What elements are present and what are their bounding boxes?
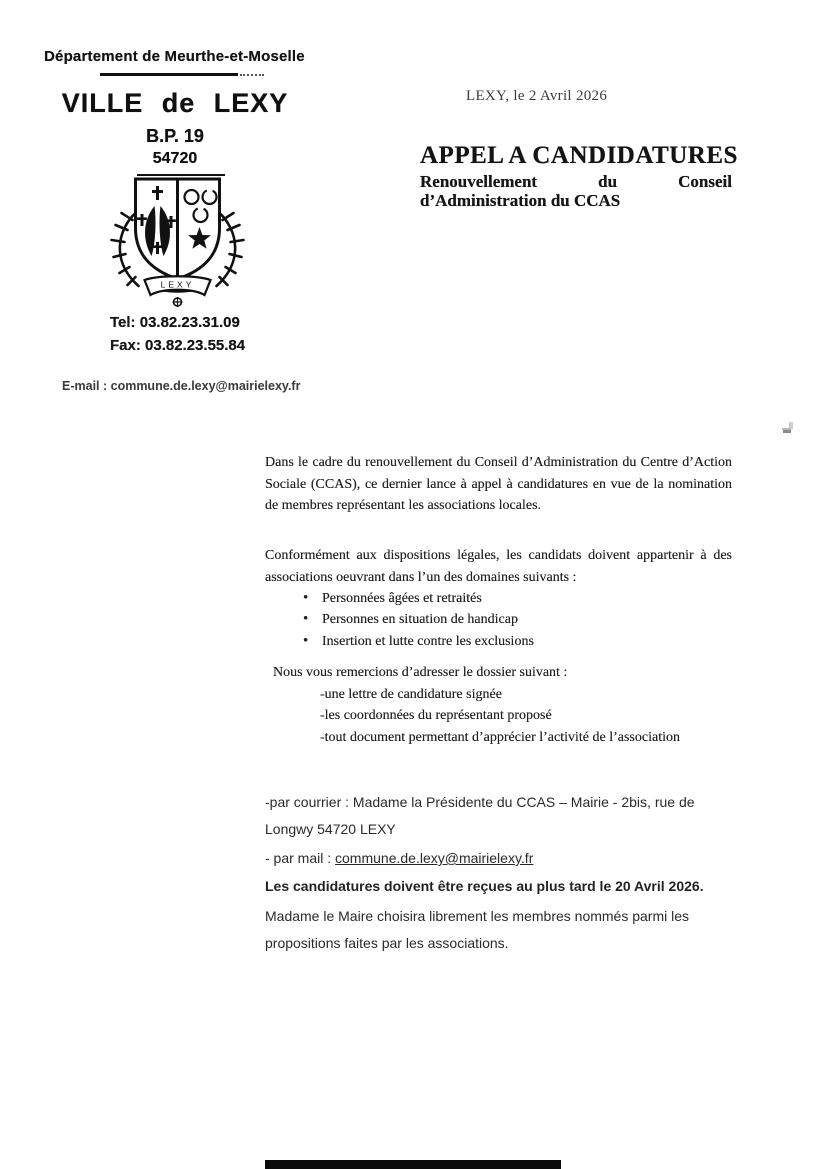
domain-list — [265, 588, 732, 652]
document-subtitle: Renouvellement du Conseil d’Administration du CCAS — [420, 172, 732, 210]
department-underline — [100, 73, 238, 76]
phone-number: Tel: 03.82.23.31.09 — [110, 314, 240, 331]
paragraph-conditions: Conformément aux dispositions légales, les candidats doivent appartenir à des associations oeuvrant dans l’un des domaines suivants : — [265, 548, 732, 585]
crest-bottom-ornament — [173, 297, 183, 307]
scan-black-bar-artifact — [265, 1160, 561, 1169]
list-item: • Insertion et lutte contre les exclusions — [265, 631, 732, 652]
dossier-intro: Nous vous remercions d’adresser le dossier suivant : — [273, 665, 568, 680]
mail-line — [265, 845, 720, 872]
letterhead-email: E-mail : commune.de.lexy@mairielexy.fr — [62, 379, 301, 393]
crest-banner-text: LEXY — [160, 279, 195, 290]
city-name: VILLE de LEXY — [61, 88, 289, 118]
list-item: • Personnées âgées et retraités — [265, 588, 732, 609]
po-box: B.P. 19 — [146, 126, 204, 146]
deadline-notice: Les candidatures doivent être reçues au plus tard le 20 Avril 2026. — [265, 878, 704, 894]
scan-speck-artifact — [781, 421, 789, 428]
postal-code: 54720 — [152, 150, 198, 167]
city-coat-of-arms-icon — [100, 176, 255, 308]
list-item: • Personnes en situation de handicap — [265, 609, 732, 630]
mail-label: - par mail : — [265, 850, 336, 866]
dossier-item: -les coordonnées du représentant proposé — [320, 708, 552, 724]
closing-paragraph: Madame le Maire choisira librement les membres nommés parmi les propositions faites par les associations. — [265, 908, 690, 951]
dossier-section — [273, 662, 732, 748]
document-title: APPEL A CANDIDATURES — [420, 142, 738, 169]
fax-number: Fax: 03.82.23.55.84 — [110, 337, 246, 354]
dossier-item: -une lettre de candidature signée — [320, 686, 502, 702]
dateline: LEXY, le 2 Avril 2026 — [466, 88, 608, 104]
city-block — [55, 88, 295, 168]
dossier-item: -tout document permettant d’apprécier l’activité de l’association — [320, 729, 680, 745]
courier-address: -par courrier : Madame la Présidente du CCAS – Mairie - 2bis, rue de Longwy 54720 LEXY — [265, 794, 695, 837]
paragraph-intro: Dans le cadre du renouvellement du Conseil d’Administration du Centre d’Action Sociale (CCAS), ce dernier lance à appel à candidatures en vue de la nomination de membres représentant les associations locales. — [265, 455, 732, 514]
department-name: Département de Meurthe-et-Moselle — [44, 48, 305, 65]
department-underline-dotted-tail — [240, 74, 264, 76]
email-link[interactable]: commune.de.lexy@mairielexy.fr — [335, 850, 534, 866]
